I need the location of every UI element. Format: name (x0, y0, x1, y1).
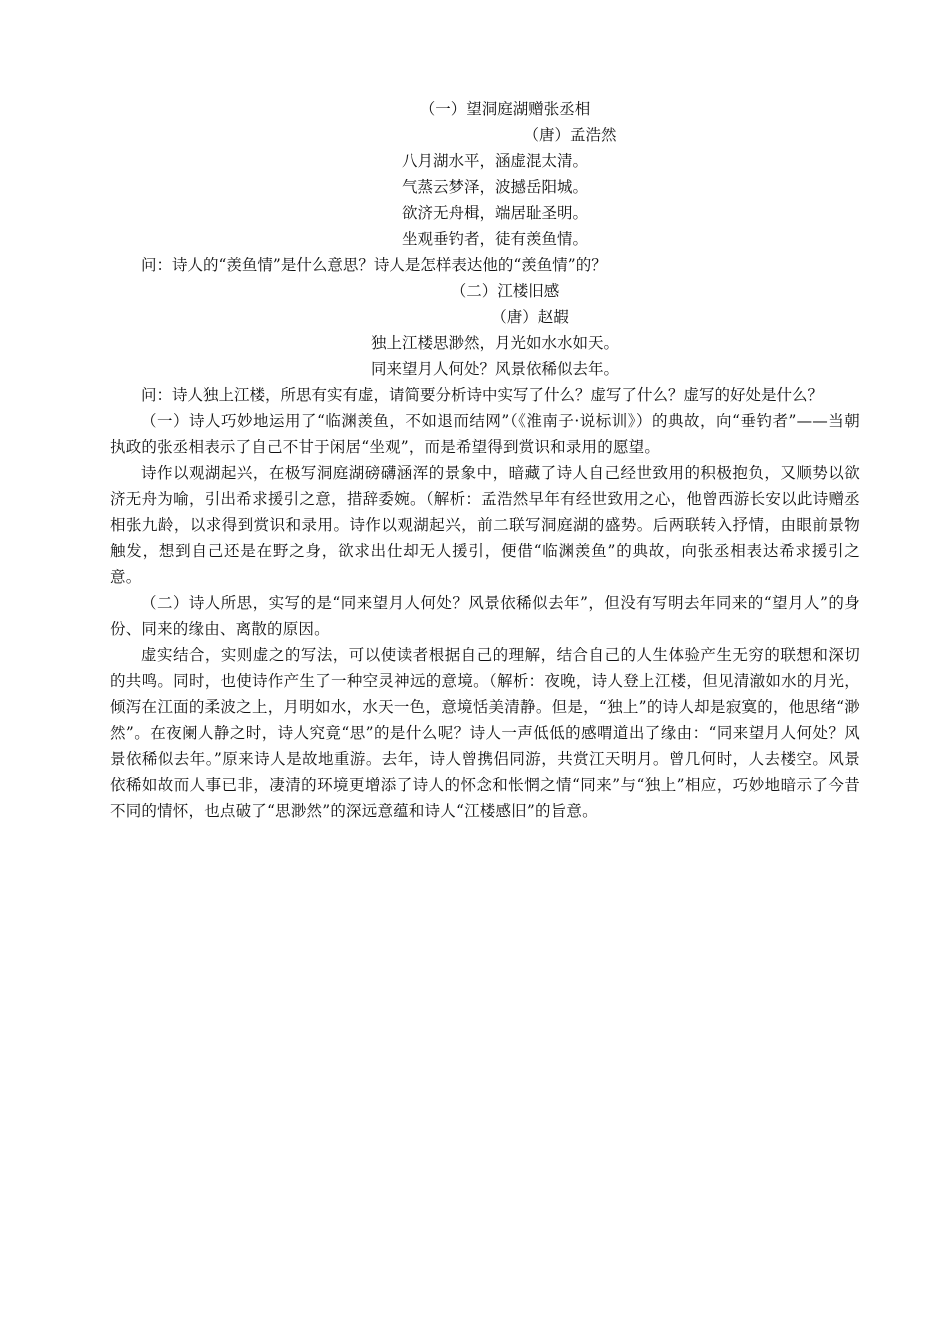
poem1-line: 坐观垂钓者，徒有羡鱼情。 (401, 230, 588, 248)
answer-paragraph: 虚实结合，实则虚之的写法，可以使读者根据自己的理解，结合自己的人生体验产生无穷的联想和深切的共鸣。同时，也使诗作产生了一种空灵神远的意境。（解析：夜晚，诗人登上江楼，但见清澈如水的月光，倾泻在江面的柔波之上，月明如水，水天一色，意境恬美清静。但是，“独上”的诗人却是寂寞的，他思绪“渺然”。在夜阑人静之时，诗人究竟“思”的是什么呢？诗人一声低低的感喟道出了缘由：“同来望月人何处？风景依稀似去年。”原来诗人是故地重游。去年，诗人曾携侣同游，共赏江天明月。曾几何时，人去楼空。风景依稀如故而人事已非，凄清的环境更增添了诗人的怀念和怅惘之情“同来”与“独上”相应，巧妙地暗示了今昔不同的情怀，也点破了“思渺然”的深远意蕴和诗人“江楼感旧”的旨意。 (110, 646, 860, 820)
poem1-title: （一）望洞庭湖赠张丞相 (419, 100, 591, 118)
poem1-author: （唐）孟浩然 (523, 126, 617, 144)
poem2-author: （唐）赵嘏 (491, 308, 569, 326)
poem2-line: 同来望月人何处？风景依稀似去年。 (370, 360, 619, 378)
poem1-line: 八月湖水平，涵虚混太清。 (401, 152, 588, 170)
poem2-question: 问：诗人独上江楼，所思有实有虚，请简要分析诗中实写了什么？虚写了什么？虚写的好处是什么？ (141, 386, 824, 404)
poem2-title: （二）江楼旧感 (450, 282, 560, 300)
poem1-line: 气蒸云梦泽，波撼岳阳城。 (401, 178, 588, 196)
document-page (110, 96, 860, 824)
answer-paragraph: （二）诗人所思，实写的是“同来望月人何处？风景依稀似去年”，但没有写明去年同来的“望月人”的身份、同来的缘由、离散的原因。 (110, 594, 860, 638)
poem1-line: 欲济无舟楫，端居耻圣明。 (401, 204, 588, 222)
answer-paragraph: （一）诗人巧妙地运用了“临渊羡鱼，不如退而结网”（《淮南子·说标训》）的典故，向“垂钓者”——当朝执政的张丞相表示了自己不甘于闲居“坐观”，而是希望得到赏识和录用的愿望。 (110, 412, 860, 456)
poem2-line: 独上江楼思渺然，月光如水水如天。 (370, 334, 619, 352)
answer-paragraph: 诗作以观湖起兴，在极写洞庭湖磅礴涵浑的景象中，暗藏了诗人自己经世致用的积极抱负，又顺势以欲济无舟为喻，引出希求援引之意，措辞委婉。（解析：孟浩然早年有经世致用之心，他曾西游长安以此诗赠丞相张九龄，以求得到赏识和录用。诗作以观湖起兴，前二联写洞庭湖的盛势。后两联转入抒情，由眼前景物触发，想到自己还是在野之身，欲求出仕却无人援引，便借“临渊羡鱼”的典故，向张丞相表达希求援引之意。 (110, 464, 860, 586)
poem1-question: 问：诗人的“羡鱼情”是什么意思？诗人是怎样表达他的“羡鱼情”的？ (141, 256, 607, 274)
